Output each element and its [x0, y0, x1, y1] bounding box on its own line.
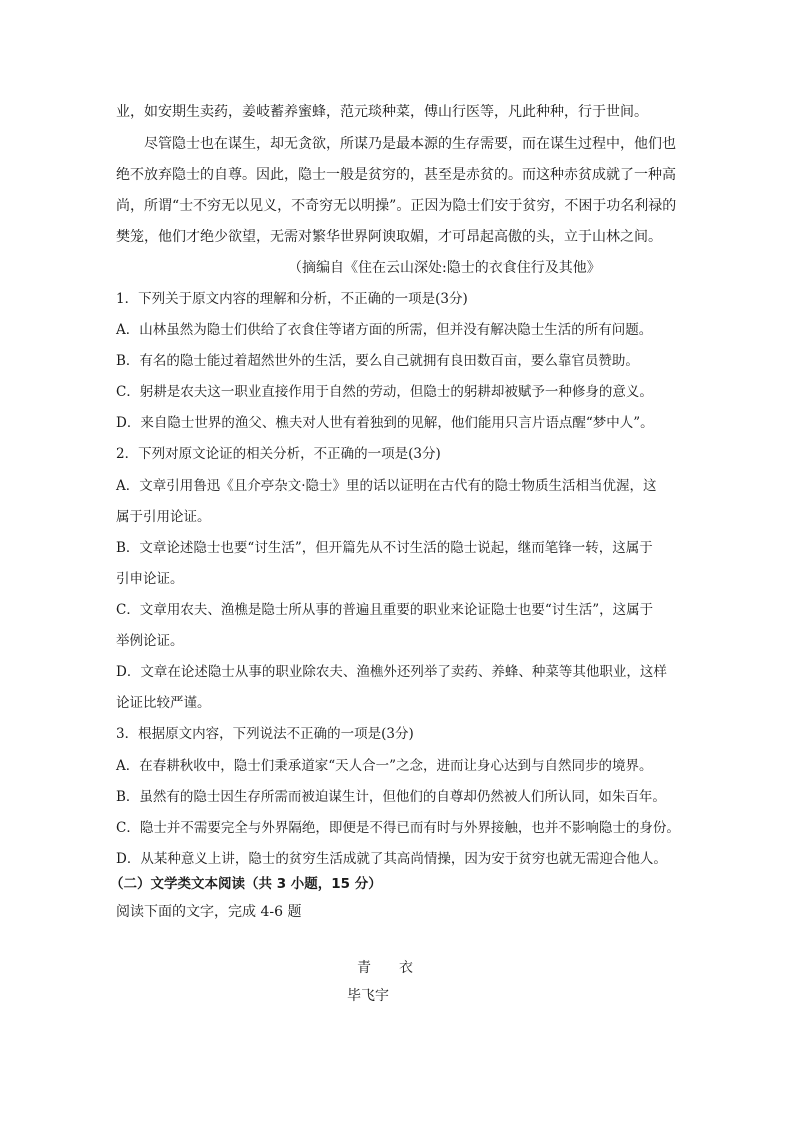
paragraph-line: 业，如安期生卖药，姜岐蓄养蜜蜂，范元琰种菜，傅山行医等，凡此种种，行于世间。	[116, 104, 648, 120]
question-3-option-d: D．从某种意义上讲，隐士的贫穷生活成就了其高尚情操，因为安于贫穷也就无需迎合他人。	[116, 851, 667, 867]
question-2-option-c: C．文章用农夫、渔樵是隐士所从事的普遍且重要的职业来论证隐士也要“讨生活”，这属于	[116, 602, 654, 618]
question-2-stem: 2．下列对原文论证的相关分析，不正确的一项是(3分)	[116, 446, 441, 462]
question-2-option-b: B．文章论述隐士也要“讨生活”，但开篇先从不讨生活的隐士说起，继而笔锋一转，这属于	[116, 540, 653, 556]
story-author: 毕飞宇	[347, 988, 389, 1004]
question-1-option-a: A．山林虽然为隐士们供给了衣食住等诸方面的所需，但并没有解决隐士生活的所有问题。	[116, 322, 653, 338]
question-1-option-b: B．有名的隐士能过着超然世外的生活，要么自己就拥有良田数百亩，要么靠官员赞助。	[116, 353, 639, 369]
instruction: 阅读下面的文字，完成 4-6 题	[116, 904, 302, 920]
question-1-stem: 1．下列关于原文内容的理解和分析，不正确的一项是(3分)	[116, 291, 468, 307]
question-2-option-c-cont: 举例论证。	[116, 633, 184, 649]
question-1-option-c: C．躬耕是农夫这一职业直接作用于自然的劳动，但隐士的躬耕却被赋予一种修身的意义。	[116, 384, 653, 400]
question-2-option-a-cont: 属于引用论证。	[116, 509, 211, 525]
question-2-option-b-cont: 引申论证。	[116, 571, 184, 587]
question-3-stem: 3．根据原文内容，下列说法不正确的一项是(3分)	[116, 726, 414, 742]
paragraph-line: 尚，所谓“士不穷无以见义，不奇穷无以明操”。正因为隐士们安于贫穷，不困于功名利禄的	[116, 198, 677, 214]
question-1-option-d: D．来自隐士世界的渔父、樵夫对人世有着独到的见解，他们能用只言片语点醒“梦中人”。	[116, 415, 654, 431]
question-3-option-a: A．在春耕秋收中，隐士们秉承道家“天人合一”之念，进而让身心达到与自然同步的境界。	[116, 758, 653, 774]
paragraph-line: 樊笼，他们才绝少欲望，无需对繁华世界阿谀取媚，才可昂起高傲的头，立于山林之间。	[116, 229, 662, 245]
story-title: 青衣	[357, 960, 441, 976]
question-3-option-b: B．虽然有的隐士因生存所需而被迫谋生计，但他们的自尊却仍然被人们所认同，如朱百年。	[116, 789, 666, 805]
question-2-option-d: D．文章在论述隐士从事的职业除农夫、渔樵外还列举了卖药、养蜂、种菜等其他职业，这样	[116, 664, 667, 680]
question-3-option-c: C．隐士并不需要完全与外界隔绝，即便是不得已而有时与外界接触，也并不影响隐士的身份。	[116, 820, 680, 836]
paragraph-line: 绝不放弃隐士的自尊。因此，隐士一般是贫穷的，甚至是赤贫的。而这种赤贫成就了一种高	[116, 167, 676, 183]
question-2-option-d-cont: 论证比较严谨。	[116, 695, 211, 711]
section-heading: （二）文学类文本阅读（共 3 小题，15 分）	[110, 876, 382, 892]
paragraph-line: 尽管隐士也在谋生，却无贪欲，所谋乃是最本源的生存需要，而在谋生过程中，他们也	[144, 136, 676, 152]
question-2-option-a: A．文章引用鲁迅《且介亭杂文·隐士》里的话以证明在古代有的隐士物质生活相当优渥，这	[116, 478, 657, 494]
source-citation: （摘编自《住在云山深处:隐士的衣食住行及其他》	[288, 260, 601, 276]
